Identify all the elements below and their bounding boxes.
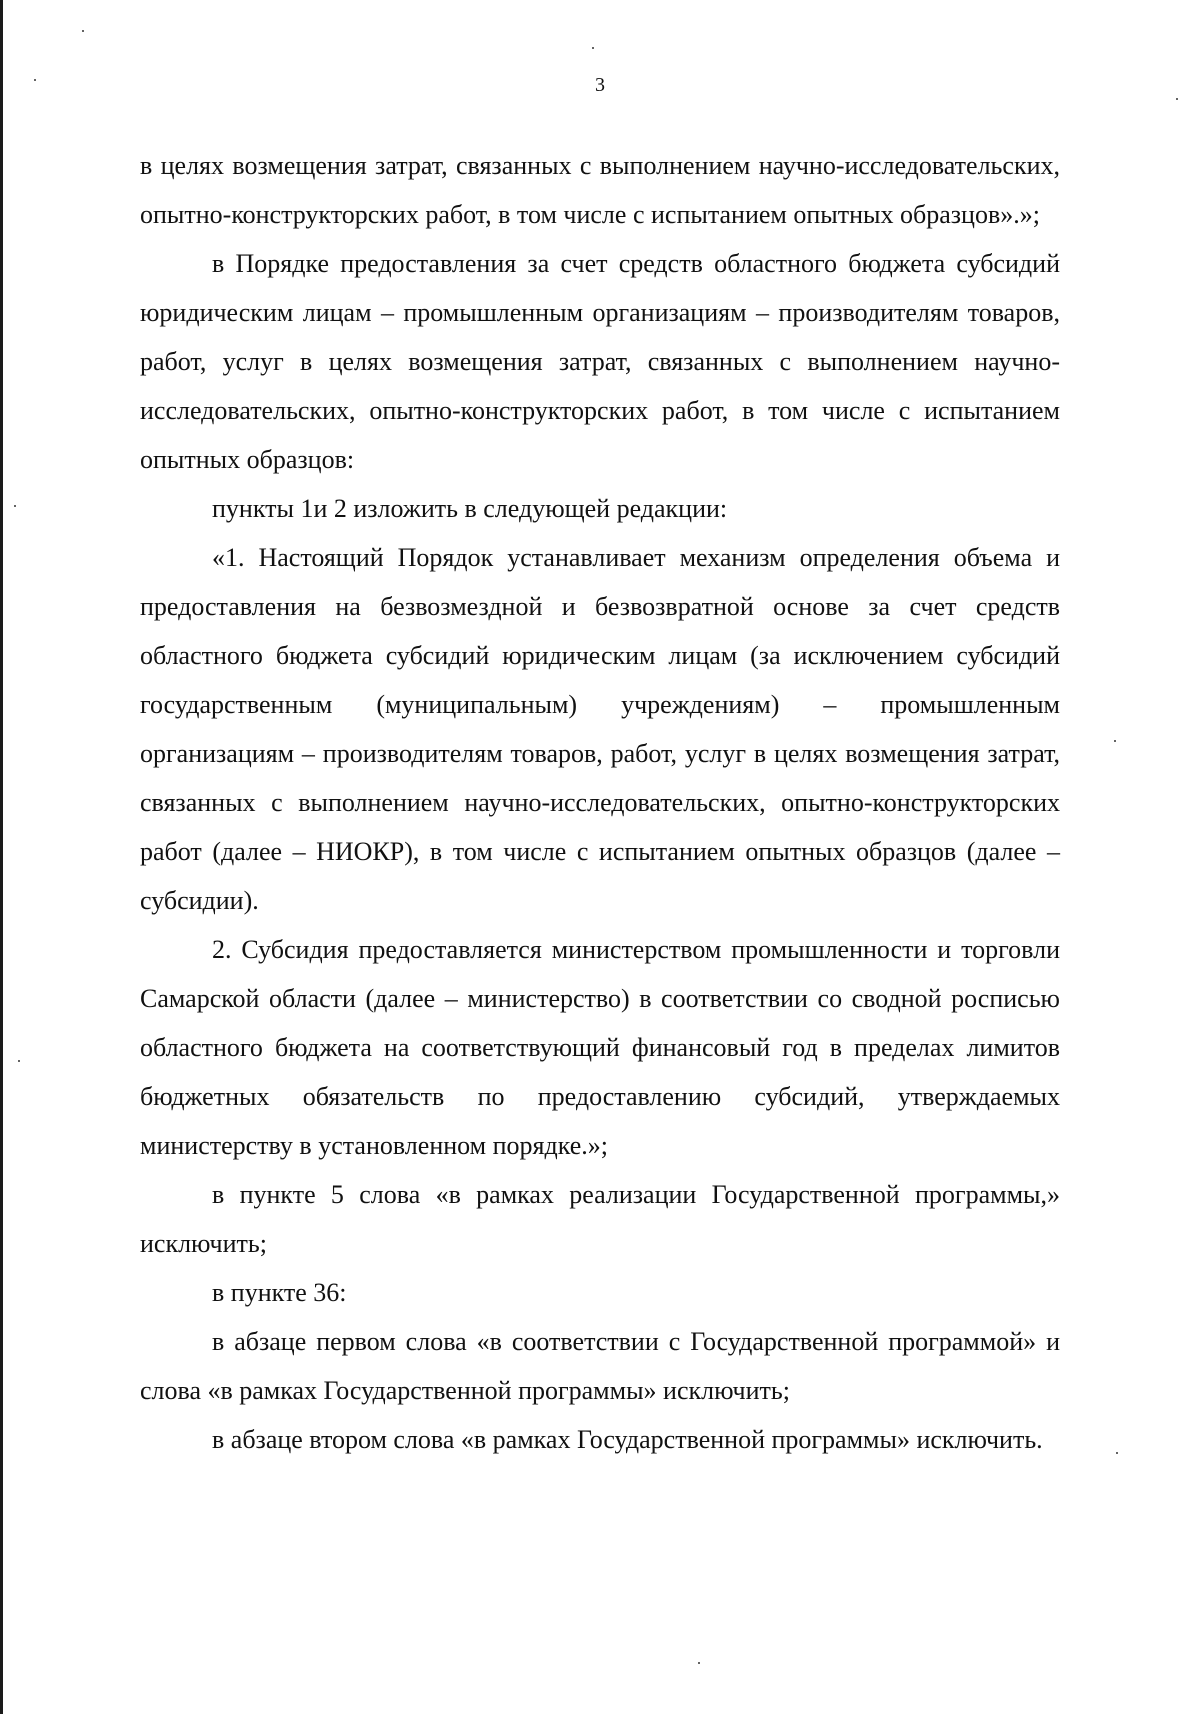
scan-edge-shadow [0, 0, 3, 1714]
paragraph-point-2: 2. Субсидия предоставляется министерством промышленности и торговли Самарской области (далее – министерство) в соответствии со сводной росписью областного бюджета на соответствующий финансовый год в пределах лимитов бюджетных обязательств по предоставлению субсидий, утверждаемых министерству в установленном порядке.»; [140, 935, 1060, 1160]
paragraph-point-36: в пункте 36: [212, 1278, 347, 1307]
paragraph-continuation: в целях возмещения затрат, связанных с выполнением научно-исследовательских, опытно-конструкторских работ, в том числе с испытанием опытных образцов».»; [140, 151, 1060, 229]
paragraph-procedure-amendment: в Порядке предоставления за счет средств областного бюджета субсидий юридическим лицам – промышленным организациям – производителям товаров, работ, услуг в целях возмещения затрат, связанных с выполнением научно-исследовательских, опытно-конструкторских работ, в том числе с испытанием опытных образцов: [140, 249, 1060, 474]
paragraph-point-5: в пункте 5 слова «в рамках реализации Государственной программы,» исключить; [140, 1180, 1060, 1258]
scan-speck [82, 30, 84, 32]
scan-speck [1116, 1452, 1118, 1454]
scan-speck [698, 1662, 700, 1664]
page-number: 3 [595, 74, 605, 96]
scan-speck [14, 505, 16, 507]
paragraph-first-abzac: в абзаце первом слова «в соответствии с Государственной программой» и слова «в рамках Государственной программы» исключить; [140, 1327, 1060, 1405]
scan-speck [1176, 98, 1178, 100]
scan-speck [592, 47, 594, 49]
paragraph-points-1-2-intro: пункты 1и 2 изложить в следующей редакции: [212, 494, 728, 523]
paragraph-point-1: «1. Настоящий Порядок устанавливает механизм определения объема и предоставления на безвозмездной и безвозвратной основе за счет средств областного бюджета субсидий юридическим лицам (за исключением субсидий государственным (муниципальным) учреждениям) – промышленным организациям – производителям товаров, работ, услуг в целях возмещения затрат, связанных с выполнением научно-исследовательских, опытно-конструкторских работ (далее – НИОКР), в том числе с испытанием опытных образцов (далее – субсидии). [140, 543, 1060, 915]
document-body [140, 141, 1060, 1464]
paragraph-second-abzac: в абзаце втором слова «в рамках Государственной программы» исключить. [212, 1425, 1043, 1454]
scan-speck [1114, 740, 1116, 742]
scan-speck [18, 1060, 20, 1062]
scan-speck [34, 79, 36, 81]
